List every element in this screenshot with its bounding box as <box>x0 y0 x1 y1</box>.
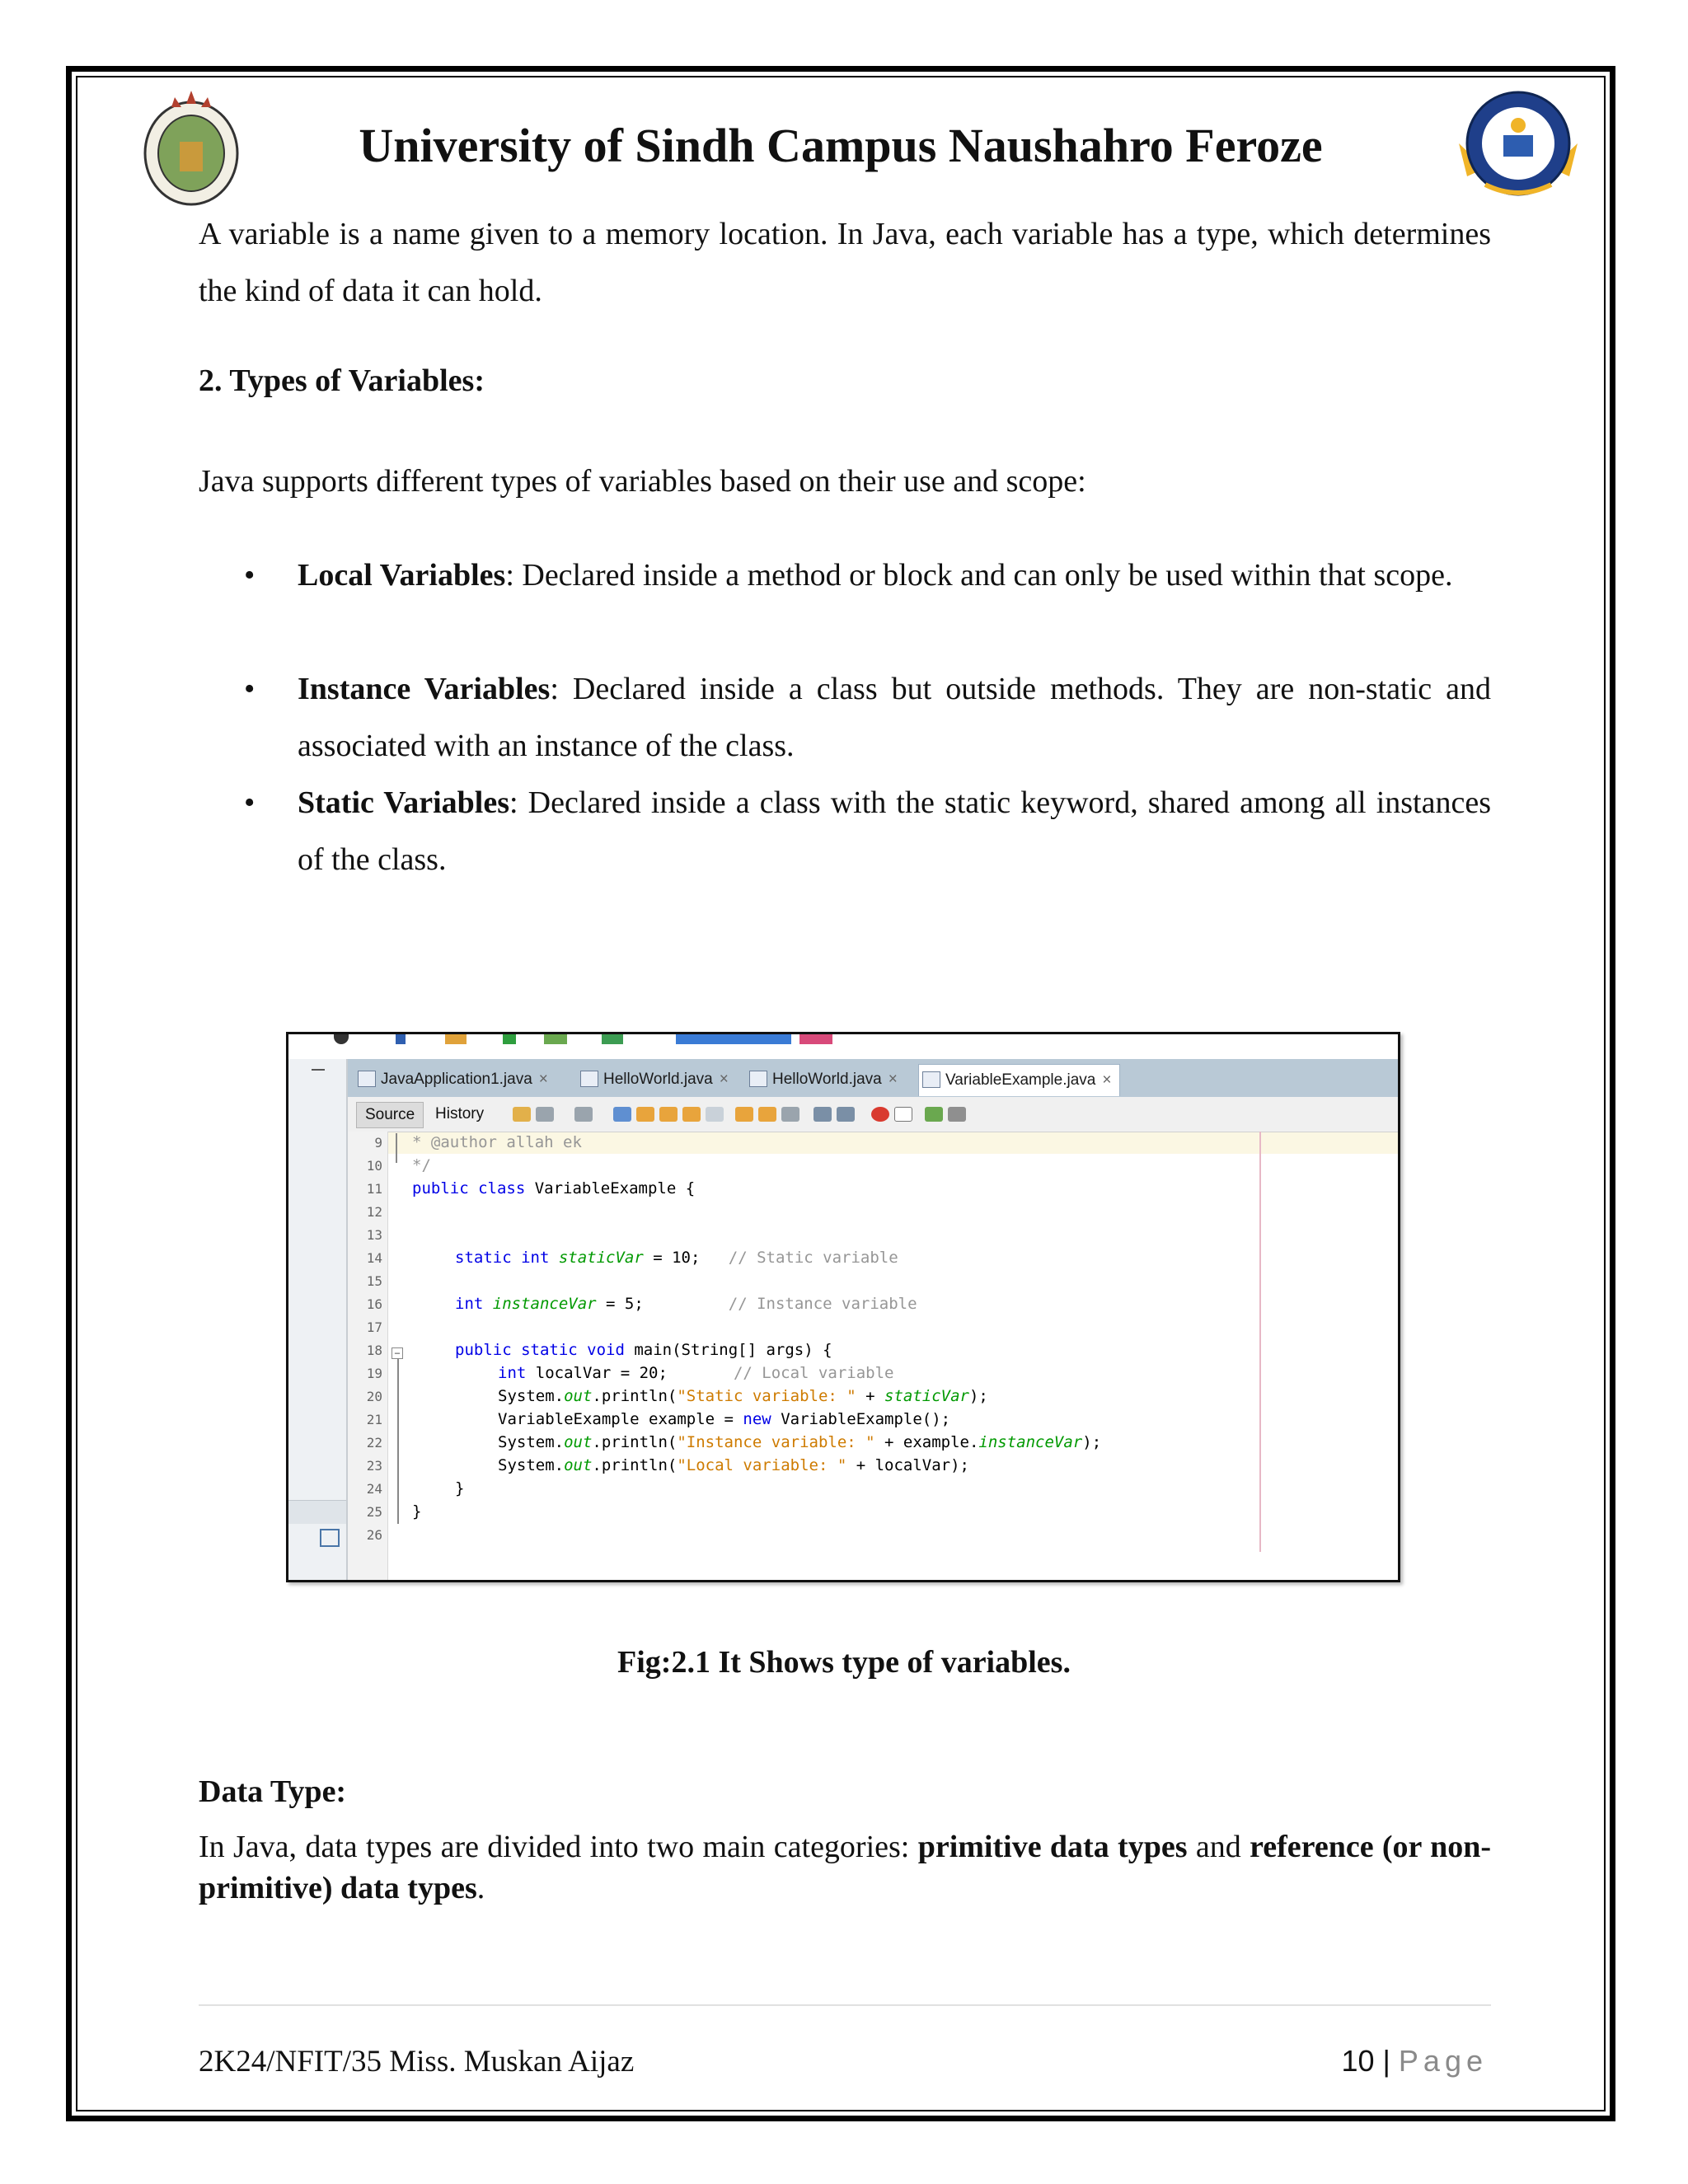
ide-screenshot <box>286 1032 1400 1582</box>
line-number: 18 <box>366 1343 382 1358</box>
toggle-bookmark-icon[interactable] <box>781 1107 799 1122</box>
footer-page <box>1341 2044 1488 2079</box>
java-file-icon <box>749 1071 767 1087</box>
code-line: } <box>412 1502 422 1521</box>
line-number: 23 <box>366 1458 382 1474</box>
prev-bookmark-icon[interactable] <box>735 1107 753 1122</box>
footer-author: 2K24/NFIT/35 Miss. Muskan Aijaz <box>199 2045 635 2079</box>
tab-label: JavaApplication1.java <box>381 1071 532 1088</box>
line-number: 22 <box>366 1435 382 1451</box>
find-previous-icon[interactable] <box>636 1107 654 1122</box>
section-heading: 2. Types of Variables: <box>199 363 485 398</box>
data-type-text: and <box>1187 1830 1250 1864</box>
java-file-icon <box>358 1071 376 1087</box>
bullet-term: Instance Variables <box>298 672 551 706</box>
bullet-term: Static Variables <box>298 785 510 820</box>
bullet-text: : Declared inside a class but outside methods. They are non-static and associated with an instance of the class. <box>298 672 1491 763</box>
page-separator: | <box>1382 2044 1390 2078</box>
data-type-bold: primitive data types <box>917 1830 1188 1864</box>
line-number: 24 <box>366 1481 382 1497</box>
footer-divider <box>199 2004 1491 2006</box>
section-intro: Java supports different types of variables based on their use and scope: <box>199 464 1086 499</box>
line-number: 26 <box>366 1527 382 1543</box>
ide-side-panel <box>288 1059 348 1582</box>
line-number: 16 <box>366 1296 382 1312</box>
page-title: University of Sindh Campus Naushahro Feroze <box>359 119 1323 172</box>
forward-icon[interactable] <box>536 1107 554 1122</box>
line-number: 10 <box>366 1158 382 1174</box>
intro-paragraph: A variable is a name given to a memory location. In Java, each variable has a type, which determines the kind of data it can hold. <box>199 217 1491 308</box>
tab-javaapplication1[interactable] <box>354 1064 548 1095</box>
comment-icon[interactable] <box>925 1107 943 1122</box>
navigator-icon[interactable] <box>320 1529 340 1547</box>
line-number: 9 <box>374 1135 382 1151</box>
ide-toolbar-strip <box>288 1034 1398 1059</box>
tab-helloworld-2[interactable] <box>746 1064 898 1095</box>
bullet-icon: • <box>244 785 256 820</box>
line-number: 19 <box>366 1366 382 1381</box>
line-number: 12 <box>366 1204 382 1220</box>
history-nav-icon[interactable] <box>574 1107 593 1122</box>
bullet-icon: • <box>244 672 256 706</box>
code-line: } <box>455 1479 465 1497</box>
record-macro-icon[interactable] <box>871 1107 889 1122</box>
bullet-icon: • <box>244 558 256 593</box>
code-line: public class VariableExample { <box>412 1179 696 1197</box>
bullet-text: : Declared inside a class with the static keyword, shared among all instances of the class. <box>298 785 1492 877</box>
minimize-icon[interactable] <box>312 1069 325 1071</box>
close-icon[interactable]: × <box>719 1071 729 1088</box>
close-icon[interactable]: × <box>538 1071 548 1088</box>
uncomment-icon[interactable] <box>948 1107 966 1122</box>
line-number: 21 <box>366 1412 382 1427</box>
find-selection-icon[interactable] <box>682 1107 701 1122</box>
line-number: 14 <box>366 1250 382 1266</box>
code-line: * @author allah ek <box>412 1133 582 1151</box>
page-label: Page <box>1398 2044 1488 2078</box>
back-icon[interactable] <box>513 1107 531 1122</box>
tab-label: HelloWorld.java <box>603 1071 713 1088</box>
data-type-paragraph <box>199 1826 1491 1909</box>
close-icon[interactable]: × <box>1102 1071 1112 1089</box>
code-line: VariableExample example = new VariableExample(); <box>498 1410 951 1428</box>
history-button[interactable]: History <box>435 1105 485 1122</box>
java-file-icon <box>922 1071 940 1088</box>
toggle-highlight-icon[interactable] <box>706 1107 724 1122</box>
java-file-icon <box>580 1071 598 1087</box>
source-button[interactable]: Source <box>356 1102 424 1128</box>
tab-label: VariableExample.java <box>945 1071 1096 1089</box>
close-icon[interactable]: × <box>888 1071 898 1088</box>
panel-header <box>288 1500 346 1524</box>
code-line: System.out.println("Static variable: " + staticVar); <box>498 1387 988 1405</box>
figure-caption: Fig:2.1 It Shows type of variables. <box>617 1645 1071 1680</box>
page-number: 10 <box>1341 2044 1375 2078</box>
code-line: int instanceVar = 5; // Instance variable <box>455 1295 917 1313</box>
code-line: System.out.println("Local variable: " + localVar); <box>498 1456 969 1474</box>
code-line: static int staticVar = 10; // Static variable <box>455 1249 898 1267</box>
code-line: */ <box>412 1156 431 1174</box>
data-type-heading: Data Type: <box>199 1774 347 1809</box>
shift-left-icon[interactable] <box>814 1107 832 1122</box>
line-number: 15 <box>366 1273 382 1289</box>
line-number: 20 <box>366 1389 382 1404</box>
next-bookmark-icon[interactable] <box>758 1107 776 1122</box>
data-type-text: . <box>476 1871 485 1905</box>
campus-naushahro-feroze-badge-icon <box>1452 86 1584 201</box>
list-item <box>199 547 1491 604</box>
fold-collapse-icon[interactable]: − <box>392 1347 403 1359</box>
tab-helloworld[interactable] <box>577 1064 729 1095</box>
fold-guide <box>396 1133 397 1163</box>
tab-variableexample[interactable] <box>918 1064 1120 1096</box>
tab-label: HelloWorld.java <box>772 1071 882 1088</box>
find-next-icon[interactable] <box>659 1107 678 1122</box>
line-number: 25 <box>366 1504 382 1520</box>
line-number-gutter <box>348 1132 388 1582</box>
university-of-sindh-seal-icon <box>142 86 241 209</box>
list-item <box>199 661 1491 775</box>
code-editor[interactable] <box>387 1132 1400 1582</box>
list-item <box>199 775 1491 888</box>
data-type-bold: reference (or non-primitive) data types <box>199 1830 1492 1905</box>
code-line: System.out.println("Instance variable: " + example.instanceVar); <box>498 1433 1102 1451</box>
ide-tab-bar <box>288 1059 1398 1097</box>
line-number: 17 <box>366 1319 382 1335</box>
stop-macro-icon[interactable] <box>894 1107 912 1122</box>
line-number: 13 <box>366 1227 382 1243</box>
data-type-text: In Java, data types are divided into two main categories: <box>199 1830 918 1864</box>
code-line: int localVar = 20; // Local variable <box>498 1364 894 1382</box>
bullet-term: Local Variables <box>298 558 506 593</box>
shift-right-icon[interactable] <box>837 1107 855 1122</box>
search-icon[interactable] <box>613 1107 631 1122</box>
fold-guide <box>397 1359 399 1524</box>
code-line: public static void main(String[] args) { <box>455 1341 832 1359</box>
bullet-text: : Declared inside a method or block and can only be used within that scope. <box>505 558 1453 593</box>
line-number: 11 <box>366 1181 382 1197</box>
ide-editor-toolbar <box>348 1097 1400 1132</box>
